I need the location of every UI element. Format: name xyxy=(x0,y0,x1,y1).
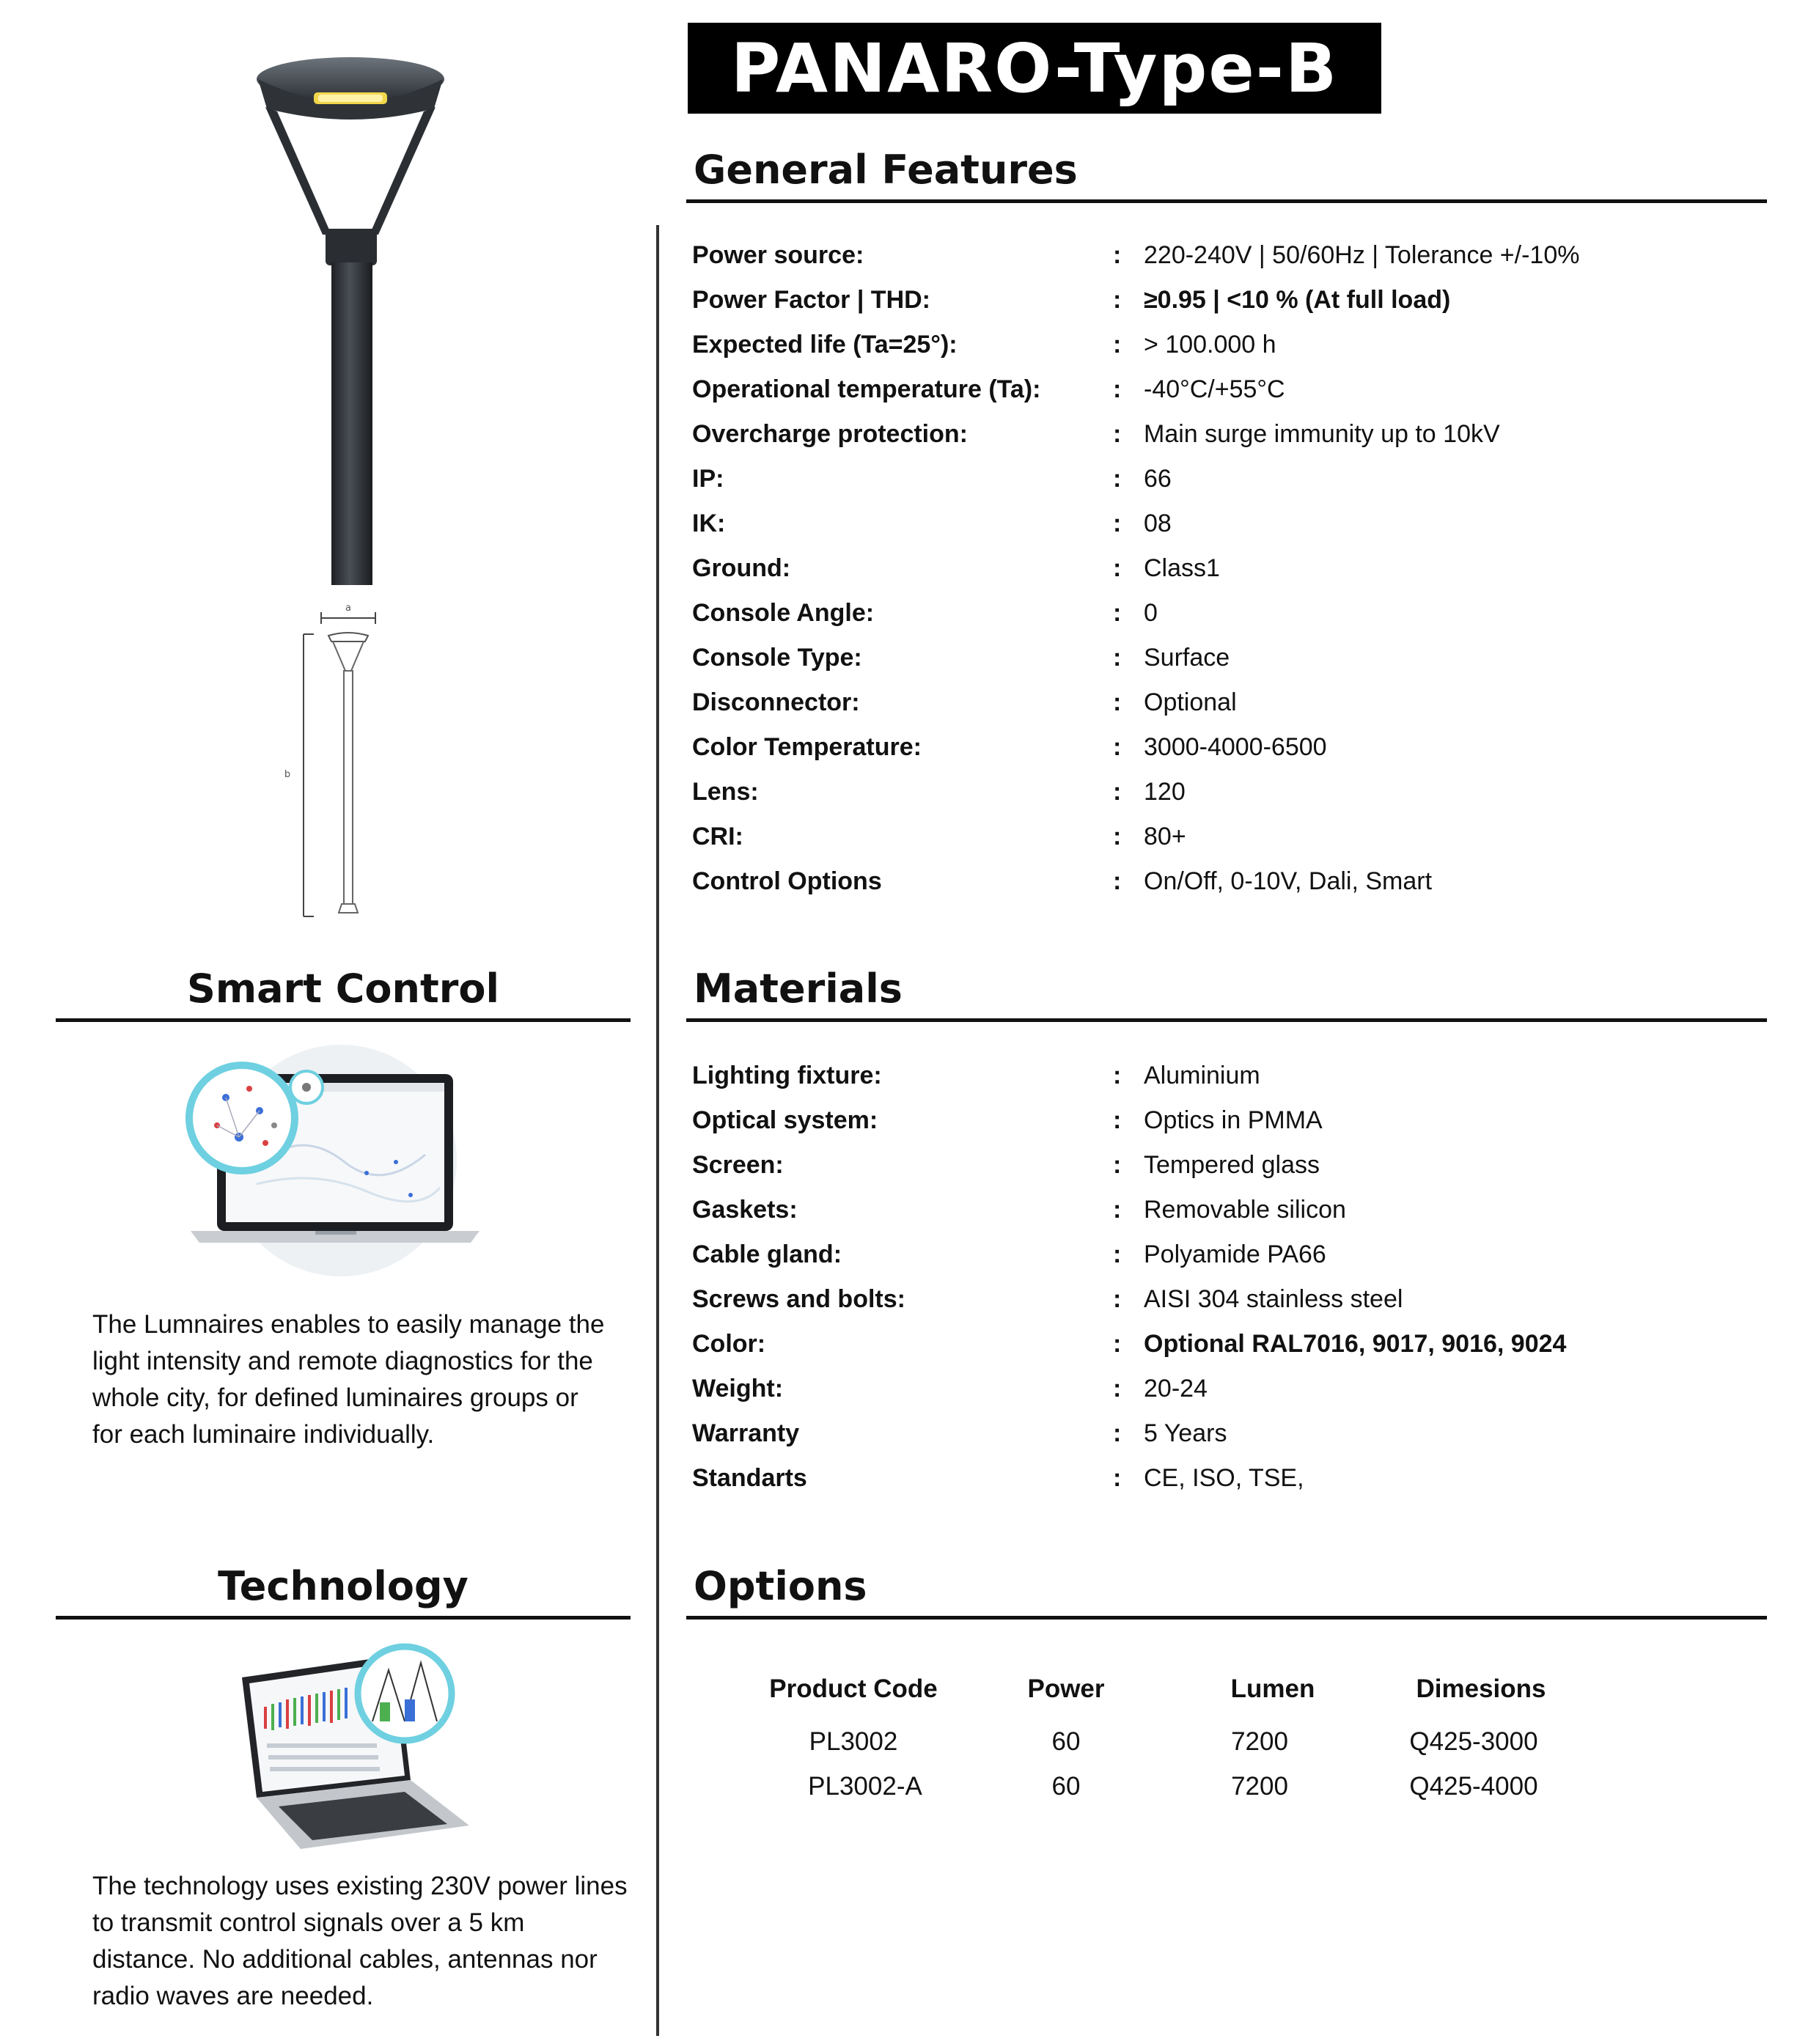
general-feature-separator: : xyxy=(1113,599,1122,627)
material-value: 5 Years xyxy=(1144,1419,1227,1447)
general-feature-row xyxy=(692,770,1763,815)
technology-heading: Technology xyxy=(218,1563,468,1609)
options-cell: Q425-4000 xyxy=(1409,1772,1538,1801)
options-header-product-code: Product Code xyxy=(769,1674,938,1703)
general-feature-label: Console Type: xyxy=(692,644,862,672)
options-header-dimensions: Dimesions xyxy=(1416,1674,1546,1703)
general-feature-value: Surface xyxy=(1144,644,1230,672)
general-features-rule xyxy=(686,199,1767,203)
general-feature-row xyxy=(692,591,1763,636)
material-label: Lighting fixture: xyxy=(692,1062,882,1089)
material-row xyxy=(692,1322,1763,1367)
general-feature-label: CRI: xyxy=(692,823,743,850)
material-separator: : xyxy=(1113,1464,1122,1492)
general-feature-separator: : xyxy=(1113,733,1122,761)
options-cell: PL3002 xyxy=(809,1727,898,1756)
options-cell: Q425-3000 xyxy=(1409,1727,1538,1756)
technology-description xyxy=(92,1868,635,2015)
smart-control-laptop-image xyxy=(183,1045,491,1287)
general-feature-row xyxy=(692,725,1763,770)
general-feature-value: 08 xyxy=(1144,510,1172,537)
dimension-drawing xyxy=(271,598,418,920)
technology-laptop-image xyxy=(213,1641,491,1861)
smart-control-heading: Smart Control xyxy=(186,966,500,1012)
general-feature-label: Disconnector: xyxy=(692,688,860,716)
material-label: Weight: xyxy=(692,1375,784,1403)
material-separator: : xyxy=(1113,1062,1122,1089)
lamp-photo xyxy=(242,44,462,594)
smart-control-description xyxy=(92,1306,628,1453)
general-feature-row xyxy=(692,859,1763,904)
general-feature-separator: : xyxy=(1113,867,1122,895)
material-value: Optics in PMMA xyxy=(1144,1106,1323,1134)
general-feature-separator: : xyxy=(1113,688,1122,716)
material-label: Gaskets: xyxy=(692,1196,798,1224)
general-feature-label: Overcharge protection: xyxy=(692,420,968,448)
material-separator: : xyxy=(1113,1151,1122,1179)
general-feature-value: 220-240V | 50/60Hz | Tolerance +/-10% xyxy=(1144,241,1580,269)
general-feature-separator: : xyxy=(1113,241,1122,269)
general-feature-separator: : xyxy=(1113,823,1122,850)
smart-control-line: light intensity and remote diagnostics for the xyxy=(92,1347,593,1375)
general-feature-label: Expected life (Ta=25°): xyxy=(692,331,958,359)
material-row xyxy=(692,1456,1763,1501)
general-feature-row xyxy=(692,546,1763,591)
general-feature-label: IP: xyxy=(692,465,724,493)
general-feature-row xyxy=(692,815,1763,859)
technology-line: to transmit control signals over a 5 km xyxy=(92,1908,525,1937)
material-row xyxy=(692,1188,1763,1232)
technology-line: radio waves are needed. xyxy=(92,1982,374,2010)
general-feature-separator: : xyxy=(1113,331,1122,359)
general-feature-row xyxy=(692,501,1763,546)
general-feature-separator: : xyxy=(1113,644,1122,672)
general-feature-value: Class1 xyxy=(1144,554,1220,582)
material-value: Aluminium xyxy=(1144,1062,1260,1089)
material-row xyxy=(692,1098,1763,1143)
material-row xyxy=(692,1367,1763,1411)
general-feature-row xyxy=(692,278,1763,323)
general-feature-label: Ground: xyxy=(692,554,791,582)
smart-control-line: The Lumnaires enables to easily manage the xyxy=(92,1310,605,1339)
general-feature-value: On/Off, 0-10V, Dali, Smart xyxy=(1144,867,1433,895)
options-cell: PL3002-A xyxy=(808,1772,922,1801)
material-row xyxy=(692,1277,1763,1322)
general-feature-separator: : xyxy=(1113,778,1122,806)
general-feature-label: Power source: xyxy=(692,241,864,269)
technology-line: The technology uses existing 230V power lines xyxy=(92,1872,628,1900)
material-separator: : xyxy=(1113,1419,1122,1447)
general-feature-row xyxy=(692,323,1763,367)
general-feature-value: -40°C/+55°C xyxy=(1144,375,1285,403)
material-value: Optional RAL7016, 9017, 9016, 9024 xyxy=(1144,1330,1567,1358)
material-row xyxy=(692,1143,1763,1188)
material-row xyxy=(692,1411,1763,1456)
general-feature-label: Control Options xyxy=(692,867,882,895)
material-separator: : xyxy=(1113,1196,1122,1224)
height-label: b xyxy=(284,769,291,780)
material-separator: : xyxy=(1113,1330,1122,1358)
options-header-power: Power xyxy=(1027,1674,1105,1703)
general-feature-value: ≥0.95 | <10 % (At full load) xyxy=(1144,286,1451,314)
options-cell: 60 xyxy=(1051,1727,1081,1756)
general-feature-label: Console Angle: xyxy=(692,599,875,627)
general-feature-label: Lens: xyxy=(692,778,759,806)
page-title: PANARO-Type-B xyxy=(688,23,1381,114)
material-value: Polyamide PA66 xyxy=(1144,1240,1326,1268)
materials-rule xyxy=(686,1018,1767,1022)
options-rule xyxy=(686,1616,1767,1620)
material-value: Removable silicon xyxy=(1144,1196,1346,1224)
options-cell: 60 xyxy=(1051,1772,1081,1801)
material-separator: : xyxy=(1113,1240,1122,1268)
material-label: Screws and bolts: xyxy=(692,1285,905,1313)
material-row xyxy=(692,1054,1763,1098)
general-feature-separator: : xyxy=(1113,286,1122,314)
general-feature-separator: : xyxy=(1113,554,1122,582)
general-feature-separator: : xyxy=(1113,510,1122,537)
general-feature-value: > 100.000 h xyxy=(1144,331,1276,359)
material-row xyxy=(692,1232,1763,1277)
general-feature-separator: : xyxy=(1113,465,1122,493)
general-feature-row xyxy=(692,367,1763,412)
material-label: Screen: xyxy=(692,1151,784,1179)
options-heading: Options xyxy=(694,1563,867,1609)
material-label: Optical system: xyxy=(692,1106,878,1134)
smart-control-line: for each luminaire individually. xyxy=(92,1420,435,1449)
material-value: Tempered glass xyxy=(1144,1151,1320,1179)
general-feature-label: Operational temperature (Ta): xyxy=(692,375,1041,403)
options-header-lumen: Lumen xyxy=(1230,1674,1315,1703)
materials-heading: Materials xyxy=(694,966,903,1012)
width-label: a xyxy=(345,603,351,614)
material-separator: : xyxy=(1113,1375,1122,1403)
general-feature-value: 66 xyxy=(1144,465,1172,493)
general-feature-value: Optional xyxy=(1144,688,1237,716)
material-value: AISI 304 stainless steel xyxy=(1144,1285,1403,1313)
material-label: Cable gland: xyxy=(692,1240,842,1268)
general-feature-row xyxy=(692,233,1763,278)
smart-control-line: whole city, for defined luminaires groups or xyxy=(92,1383,578,1412)
material-value: 20-24 xyxy=(1144,1375,1208,1403)
options-cell: 7200 xyxy=(1231,1727,1288,1756)
smart-control-rule xyxy=(56,1018,631,1022)
material-value: CE, ISO, TSE, xyxy=(1144,1464,1304,1492)
options-cell: 7200 xyxy=(1231,1772,1288,1801)
general-feature-separator: : xyxy=(1113,420,1122,448)
general-feature-value: 80+ xyxy=(1144,823,1186,850)
material-label: Warranty xyxy=(692,1419,800,1447)
general-feature-label: IK: xyxy=(692,510,726,537)
material-separator: : xyxy=(1113,1285,1122,1313)
general-features-heading: General Features xyxy=(694,147,1078,193)
materials-list xyxy=(692,1054,1763,1501)
general-feature-label: Power Factor | THD: xyxy=(692,286,930,314)
general-feature-value: 3000-4000-6500 xyxy=(1144,733,1327,761)
general-feature-row xyxy=(692,412,1763,457)
general-feature-row xyxy=(692,457,1763,501)
general-feature-value: 0 xyxy=(1144,599,1158,627)
general-feature-row xyxy=(692,636,1763,680)
general-feature-value: 120 xyxy=(1144,778,1186,806)
material-separator: : xyxy=(1113,1106,1122,1134)
general-features-list xyxy=(692,233,1763,904)
material-label: Standarts xyxy=(692,1464,807,1492)
material-label: Color: xyxy=(692,1330,766,1358)
general-feature-separator: : xyxy=(1113,375,1122,403)
general-feature-row xyxy=(692,680,1763,725)
technology-line: distance. No additional cables, antennas nor xyxy=(92,1945,598,1974)
technology-rule xyxy=(56,1616,631,1620)
general-feature-value: Main surge immunity up to 10kV xyxy=(1144,420,1500,448)
general-feature-label: Color Temperature: xyxy=(692,733,922,761)
